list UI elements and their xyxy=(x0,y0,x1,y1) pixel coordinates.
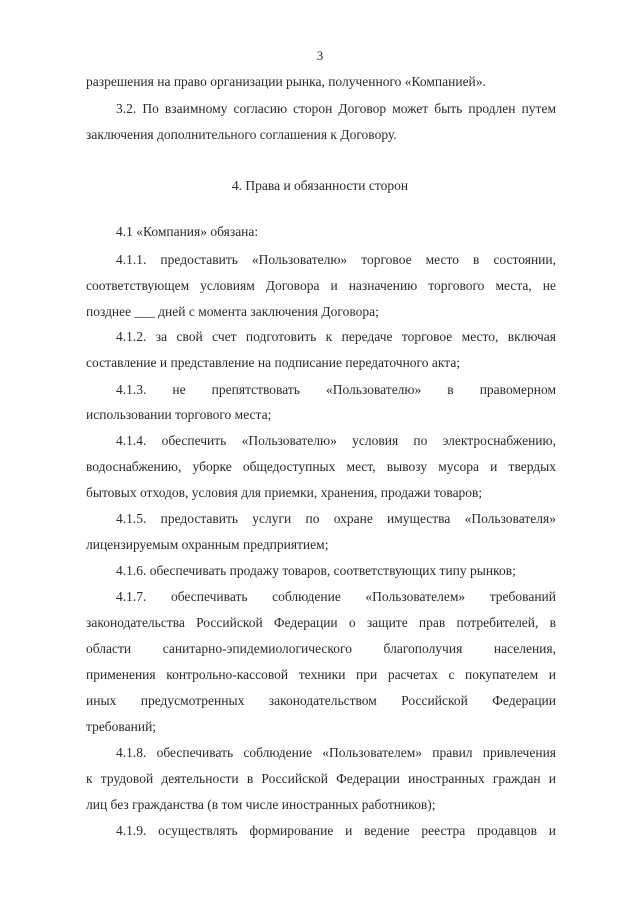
clause-4-1-6: 4.1.6. обеспечивать продажу товаров, соответствующих типу рынков; xyxy=(116,563,516,578)
text-line: требований; xyxy=(86,719,157,734)
text-line: составление и представление на подписание передаточного акта; xyxy=(86,355,461,370)
clause-4-1-1: 4.1.1. предоставить «Пользователю» торговое место в состоянии, xyxy=(116,252,556,267)
text-line: области санитарно-эпидемиологического благополучия населения, xyxy=(86,641,556,656)
text-line: бытовых отходов, условия для приемки, хранения, продажи товаров; xyxy=(86,485,483,500)
text-line: законодательства Российской Федерации о защите прав потребителей, в xyxy=(86,615,556,630)
text-line: применения контрольно-кассовой техники при расчетах с покупателем и xyxy=(86,667,556,682)
text-line: использовании торгового места; xyxy=(86,407,272,422)
text-line: иных предусмотренных законодательством Российской Федерации xyxy=(86,693,556,708)
text-line: лиц без гражданства (в том числе иностранных работников); xyxy=(86,797,436,812)
text-line: лицензируемым охранным предприятием; xyxy=(86,537,329,552)
clause-4-1-3: 4.1.3. не препятствовать «Пользователю» в правомерном xyxy=(116,382,556,397)
text-line: позднее ___ дней с момента заключения Договора; xyxy=(86,304,379,319)
paragraph-3-2: 3.2. По взаимному согласию сторон Договор может быть продлен путем xyxy=(116,101,556,116)
clause-4-1: 4.1 «Компания» обязана: xyxy=(116,224,259,239)
clause-4-1-2: 4.1.2. за свой счет подготовить к передаче торговое место, включая xyxy=(116,329,556,344)
section-heading: 4. Права и обязанности сторон xyxy=(231,178,409,193)
clause-4-1-7: 4.1.7. обеспечивать соблюдение «Пользователем» требований xyxy=(116,589,556,604)
clause-4-1-5: 4.1.5. предоставить услуги по охране имущества «Пользователя» xyxy=(116,511,556,526)
text-line: разрешения на право организации рынка, полученного «Компанией». xyxy=(86,74,486,89)
page-number: 3 xyxy=(316,48,324,63)
clause-4-1-8: 4.1.8. обеспечивать соблюдение «Пользователем» правил привлечения xyxy=(116,745,556,760)
clause-4-1-4: 4.1.4. обеспечить «Пользователю» условия по электроснабжению, xyxy=(116,433,556,448)
clause-4-1-9: 4.1.9. осуществлять формирование и ведение реестра продавцов и xyxy=(116,823,556,838)
text-line: к трудовой деятельности в Российской Федерации иностранных граждан и xyxy=(86,771,556,786)
text-line: заключения дополнительного соглашения к Договору. xyxy=(86,127,397,142)
text-line: соответствующем условиям Договора и назначению торгового места, не xyxy=(86,278,556,293)
text-line: водоснабжению, уборке общедоступных мест, вывозу мусора и твердых xyxy=(86,459,556,474)
